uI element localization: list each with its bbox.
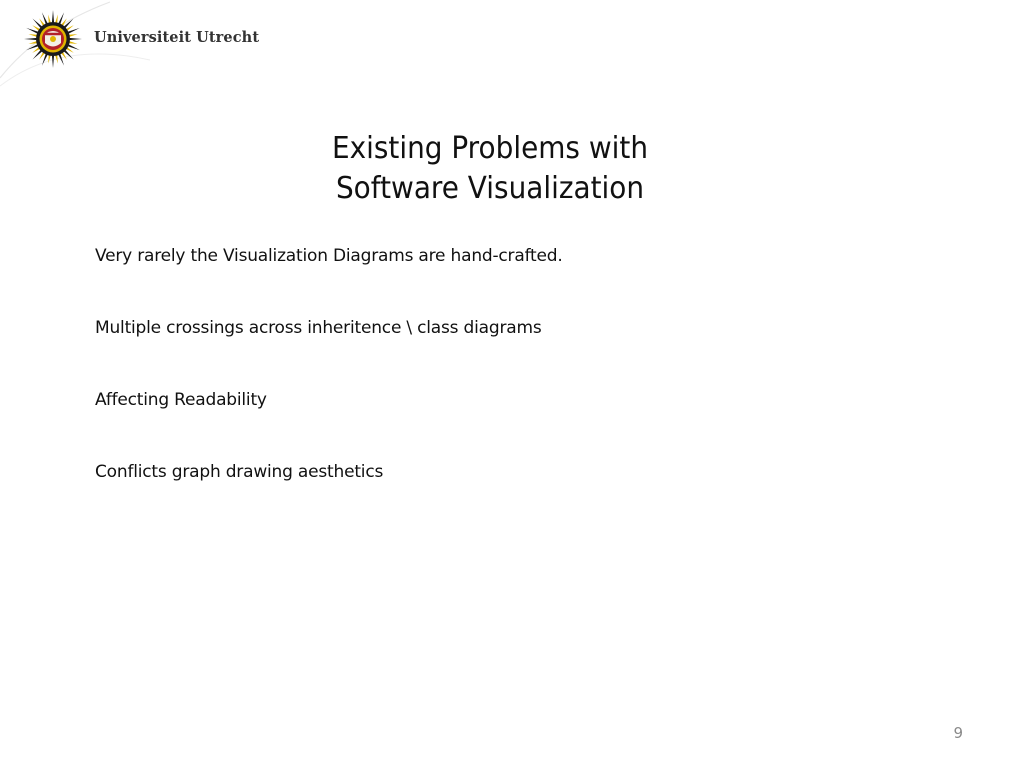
seal-ray — [24, 38, 37, 40]
slide-title-line-2: Software Visualization — [335, 171, 645, 206]
university-seal-logo — [23, 9, 83, 69]
slide-title — [258, 129, 723, 209]
seal-ray — [52, 10, 54, 23]
bullet-item: Multiple crossings across inheritence \ class diagrams — [95, 318, 542, 338]
page-number: 9 — [953, 724, 963, 742]
university-name: Universiteit Utrecht — [94, 29, 260, 46]
bullet-list — [95, 244, 563, 532]
header — [0, 0, 260, 90]
bullet-item: Affecting Readability — [95, 390, 267, 410]
bullet-item: Conflicts graph drawing aesthetics — [95, 462, 384, 482]
seal-ray — [52, 55, 54, 68]
bullet-item: Very rarely the Visualization Diagrams are hand-crafted. — [95, 246, 563, 266]
seal-ray — [69, 38, 82, 40]
slide-title-line-1: Existing Problems with — [331, 131, 649, 166]
